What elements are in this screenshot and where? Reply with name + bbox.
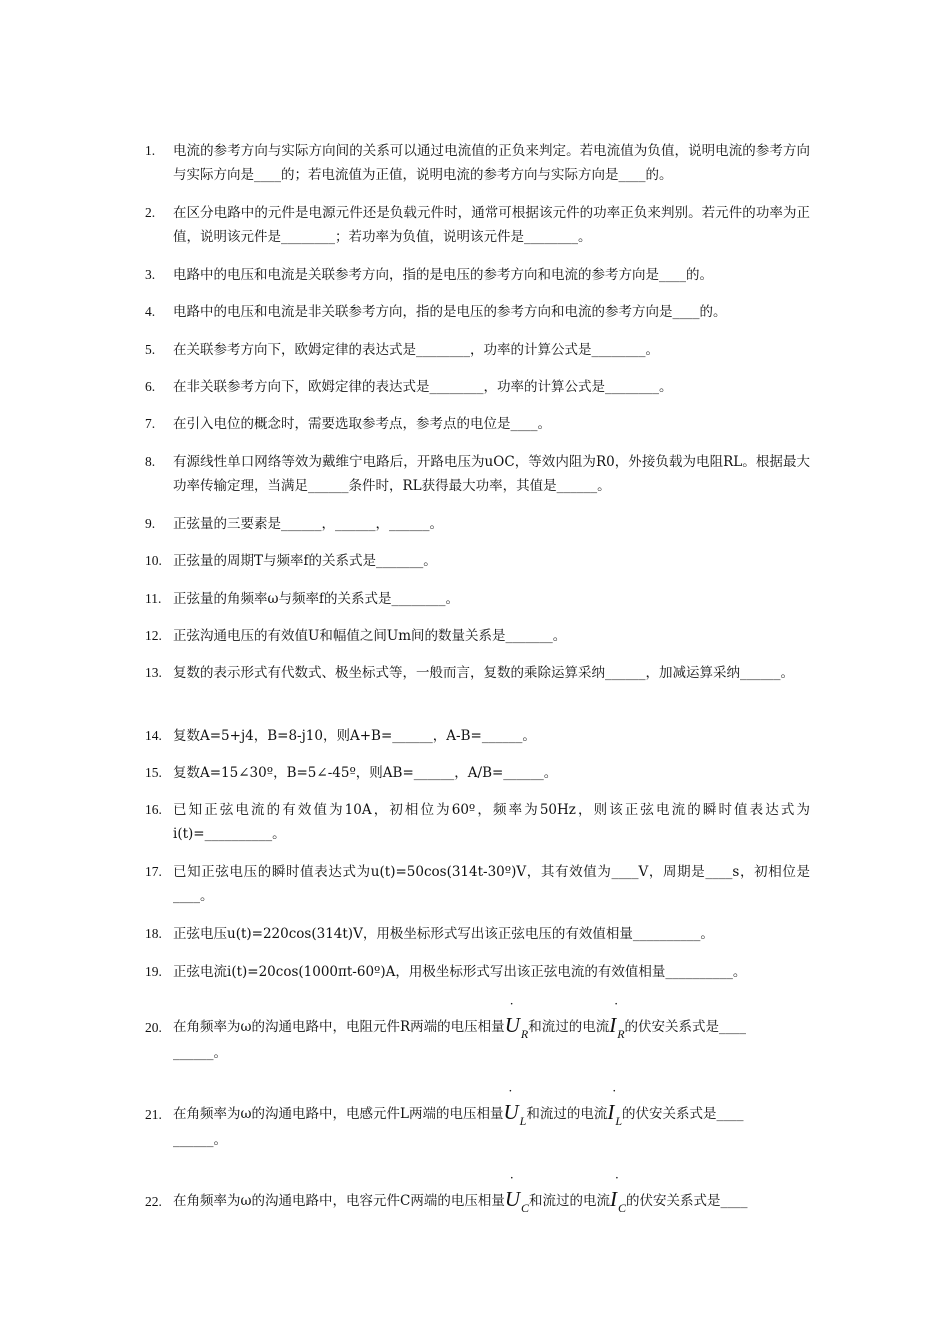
- question-text: 复数的表示形式有代数式、极坐标式等，一般而言，复数的乘除运算采纳______，加减运算采纳______。: [173, 665, 794, 681]
- question-text-continuation: ______。: [173, 1131, 227, 1148]
- question-text: 电流的参考方向与实际方向间的关系可以通过电流值的正负来判定。若电流值为负值，说明电流的参考方向与实际方向是____的；若电流值为正值，说明电流的参考方向与实际方向是____的。: [173, 143, 810, 183]
- question-text-part: 在角频率为ω的沟通电路中，电感元件L两端的电压相量: [173, 1106, 504, 1122]
- question-text: 在区分电路中的元件是电源元件还是负载元件时，通常可根据该元件的功率正负来判别。若元件的功率为正值，说明该元件是________；若功率为负值，说明该元件是________。: [173, 205, 810, 245]
- question-number: 3.: [145, 267, 156, 282]
- question-text-continuation: ______。: [173, 1044, 227, 1061]
- question-text: 在引入电位的概念时，需要选取参考点，参考点的电位是____。: [173, 416, 551, 432]
- current-phasor: · IR: [609, 996, 625, 1041]
- question-text: 在非关联参考方向下，欧姆定律的表达式是________，功率的计算公式是________。: [173, 379, 673, 395]
- question-22: [145, 1170, 810, 1222]
- question-number: 11.: [145, 591, 162, 606]
- question-18: [145, 922, 810, 946]
- question-15: [145, 761, 810, 785]
- question-17: [145, 860, 810, 908]
- question-number: 19.: [145, 964, 162, 979]
- question-text: 复数A=15∠30º，B=5∠-45º，则AB=______，A/B=______。: [173, 765, 558, 781]
- question-12: [145, 624, 810, 648]
- question-text: [173, 996, 810, 1064]
- question-21: [145, 1083, 810, 1151]
- question-number: 21.: [145, 1107, 162, 1122]
- question-20: [145, 996, 810, 1064]
- question-5: [145, 338, 810, 362]
- question-number: 12.: [145, 628, 162, 643]
- question-number: 17.: [145, 864, 162, 879]
- question-2: [145, 201, 810, 249]
- question-1: [145, 139, 810, 187]
- question-number: 4.: [145, 304, 156, 319]
- question-number: 18.: [145, 926, 162, 941]
- question-text: 有源线性单口网络等效为戴维宁电路后，开路电压为uOC，等效内阻为R0，外接负载为电阻RL。根据最大功率传输定理，当满足______条件时，RL获得最大功率，其值是______。: [173, 454, 810, 494]
- question-text: 正弦电流i(t)=20cos(1000πt-60º)A，用极坐标形式写出该正弦电流的有效值相量__________。: [173, 964, 747, 980]
- question-text: 在关联参考方向下，欧姆定律的表达式是________，功率的计算公式是________。: [173, 342, 659, 358]
- question-4: [145, 300, 810, 324]
- question-text-part: 和流过的电流: [529, 1193, 611, 1209]
- question-number: 13.: [145, 665, 162, 680]
- question-number: 16.: [145, 802, 162, 817]
- question-14: [145, 724, 810, 748]
- question-9: [145, 512, 810, 536]
- question-number: 9.: [145, 516, 156, 531]
- question-text-part: 在角频率为ω的沟通电路中，电容元件C两端的电压相量: [173, 1193, 505, 1209]
- question-19: [145, 960, 810, 984]
- question-7: [145, 412, 810, 436]
- question-number: 10.: [145, 553, 162, 568]
- question-11: [145, 587, 810, 611]
- current-phasor: · IC: [610, 1170, 627, 1215]
- question-number: 7.: [145, 416, 156, 431]
- question-text-part: 在角频率为ω的沟通电路中，电阻元件R两端的电压相量: [173, 1019, 505, 1035]
- question-text: 已知正弦电压的瞬时值表达式为u(t)=50cos(314t-30º)V，其有效值为____V，周期是____s，初相位是____。: [173, 864, 810, 904]
- voltage-phasor: · UL: [503, 1083, 527, 1128]
- question-10: [145, 549, 810, 573]
- question-number: 20.: [145, 1020, 162, 1035]
- question-text: 正弦电压u(t)=220cos(314t)V，用极坐标形式写出该正弦电压的有效值相量__________。: [173, 926, 714, 942]
- current-phasor: · IL: [607, 1083, 623, 1128]
- question-text-part: 和流过的电流: [528, 1019, 610, 1035]
- question-number: 15.: [145, 765, 162, 780]
- question-text: 正弦量的周期T与频率f的关系式是_______。: [173, 553, 437, 569]
- question-text: 正弦量的角频率ω与频率f的关系式是________。: [173, 591, 460, 607]
- question-number: 8.: [145, 454, 156, 469]
- question-text: 已知正弦电流的有效值为10A，初相位为60º，频率为50Hz，则该正弦电流的瞬时值表达式为i(t)=__________。: [173, 802, 810, 842]
- question-text: 正弦量的三要素是______，______，______。: [173, 516, 443, 532]
- question-text: 电路中的电压和电流是非关联参考方向，指的是电压的参考方向和电流的参考方向是____的。: [173, 304, 727, 320]
- question-text-part: 的伏安关系式是____: [626, 1193, 748, 1209]
- question-number: 2.: [145, 205, 156, 220]
- question-number: 5.: [145, 342, 156, 357]
- question-13: [145, 661, 810, 685]
- question-3: [145, 263, 810, 287]
- question-text: [173, 1083, 810, 1151]
- voltage-phasor: · UC: [504, 1170, 530, 1215]
- question-text-part: 的伏安关系式是____: [622, 1106, 744, 1122]
- question-number: 14.: [145, 728, 162, 743]
- question-16: [145, 798, 810, 846]
- question-text: 正弦沟通电压的有效值U和幅值之间Um间的数量关系是_______。: [173, 628, 567, 644]
- question-text: [173, 1170, 810, 1222]
- question-number: 6.: [145, 379, 156, 394]
- question-text-part: 的伏安关系式是____: [624, 1019, 747, 1035]
- question-8: [145, 450, 810, 498]
- question-text: 复数A=5+j4，B=8-j10，则A+B=______，A-B=______。: [173, 728, 536, 744]
- question-number: 22.: [145, 1194, 162, 1209]
- voltage-phasor: · UR: [504, 996, 529, 1041]
- question-number: 1.: [145, 143, 156, 158]
- question-text-part: 和流过的电流: [526, 1106, 608, 1122]
- question-6: [145, 375, 810, 399]
- question-text: 电路中的电压和电流是关联参考方向，指的是电压的参考方向和电流的参考方向是____的。: [173, 267, 713, 283]
